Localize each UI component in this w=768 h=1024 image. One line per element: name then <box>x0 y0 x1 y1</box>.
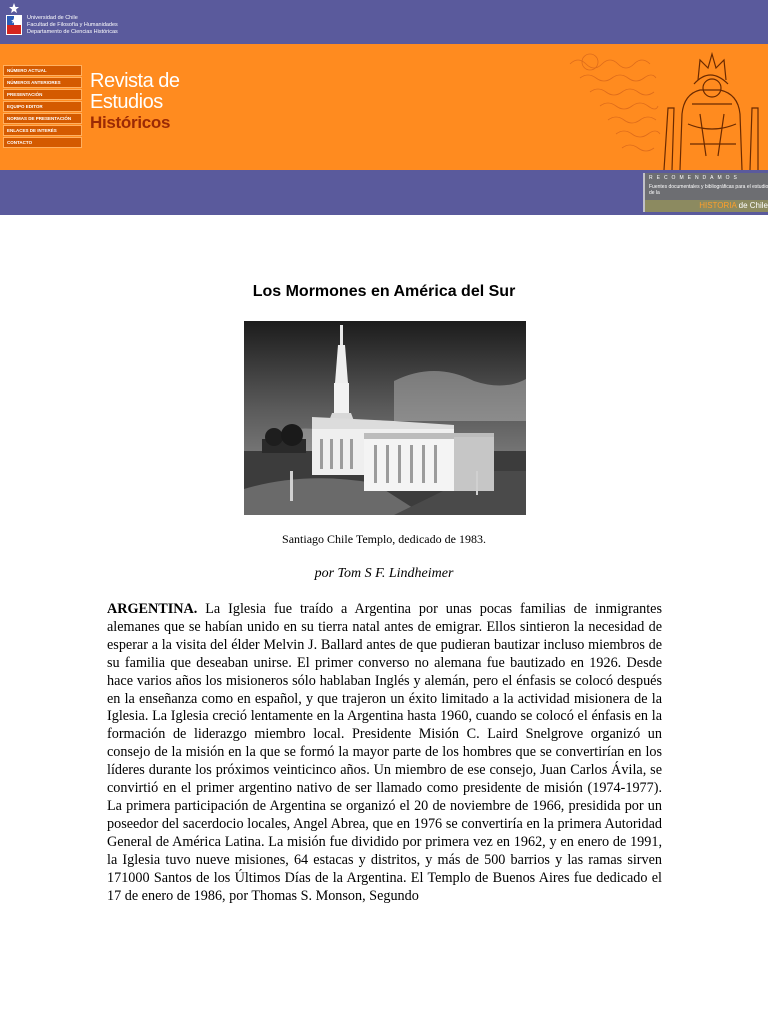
journal-banner <box>0 44 768 170</box>
nav-equipo-editor[interactable]: EQUIPO EDITOR <box>3 101 82 112</box>
university-name[interactable]: Universidad de Chile Facultad de Filosofía y Humanidades Departamento de Ciencias Históricas <box>27 15 118 35</box>
journal-title-line: Revista de <box>90 70 180 92</box>
promo-banner[interactable] <box>643 173 768 212</box>
top-bar <box>0 0 768 44</box>
promo-text: Fuentes documentales y bibliográficas para el estudio de la <box>649 184 768 196</box>
promo-title: RECOMENDAMOS <box>649 175 741 181</box>
journal-title-line: Históricos <box>90 113 171 132</box>
nav-numeros-anteriores[interactable]: NÚMEROS ANTERIORES <box>3 77 82 88</box>
article-body <box>107 601 662 905</box>
manuscript-illustration-icon <box>560 44 768 170</box>
nav-enlaces-interes[interactable]: ENLACES DE INTERÉS <box>3 125 82 136</box>
main-nav <box>3 65 82 149</box>
journal-title-line: Estudios <box>90 91 163 113</box>
nav-presentacion[interactable]: PRESENTACIÓN <box>3 89 82 100</box>
nav-numero-actual[interactable]: NÚMERO ACTUAL <box>3 65 82 76</box>
journal-title <box>90 71 180 133</box>
promo-logo: HISTORIA de Chile <box>699 201 768 210</box>
nav-contacto[interactable]: CONTACTO <box>3 137 82 148</box>
body-paragraph: La Iglesia fue traído a Argentina por unas pocas familias de inmigrantes alemanes que se habían unido en su tierra natal antes de emigrar. Ellos sintieron la necesidad de esperar a la visita del élder Melvin J. Ballard antes de que pudieran bautizar incluso miembros de su familia que deseaban unirse. El primer converso no alemana fue bautizado en 1926. Desde hace varios años los misioneros sólo hablaban Inglés y alemán, pero el énfasis se colocó después en la enseñanza como en español, y que trajeron un éxito limitado a la actividad misionera de la Iglesia. La Iglesia creció lentamente en la Argentina hasta 1960, cuando se colocó el énfasis en la formación de liderazgo miembro local. Presidente Misión C. Laird Snelgrove organizó un consejo de la misión en la que se formó la mayor parte de los hombres que se convertirían en los líderes durante los próximos veinticinco años. Un miembro de ese consejo, Juan Carlos Ávila, se convirtió en el primer argentino nativo de ser llamado como presidente de misión (1974-1977). La primera participación de Argentina se organizó el 20 de noviembre de 1966, presidida por un poseedor del sacerdocio locales, Angel Abrea, que en 1976 se convertiría en la primera Autoridad General de América Latina. La misión fue dividido por primera vez en 1962, y en enero de 1991, la Iglesia tuvo nueve misiones, 64 estacas y distritos, y más de 500 barrios y las ramas sirven 171000 Santos de los Últimos Días de la Argentina. El Templo de Buenos Aires fue dedicado el 17 de enero de 1986, por Thomas S. Monson, Segundo <box>107 601 662 904</box>
section-lead: ARGENTINA. <box>107 601 198 617</box>
temple-photo <box>244 321 526 515</box>
author-byline: por Tom S F. Lindheimer <box>314 566 454 581</box>
nav-normas-presentacion[interactable]: NORMAS DE PRESENTACIÓN <box>3 113 82 124</box>
photo-caption: Santiago Chile Templo, dedicado de 1983. <box>282 532 486 546</box>
promo-strip <box>645 200 768 212</box>
university-crest-icon <box>4 3 24 39</box>
article-title: Los Mormones en América del Sur <box>252 283 516 300</box>
